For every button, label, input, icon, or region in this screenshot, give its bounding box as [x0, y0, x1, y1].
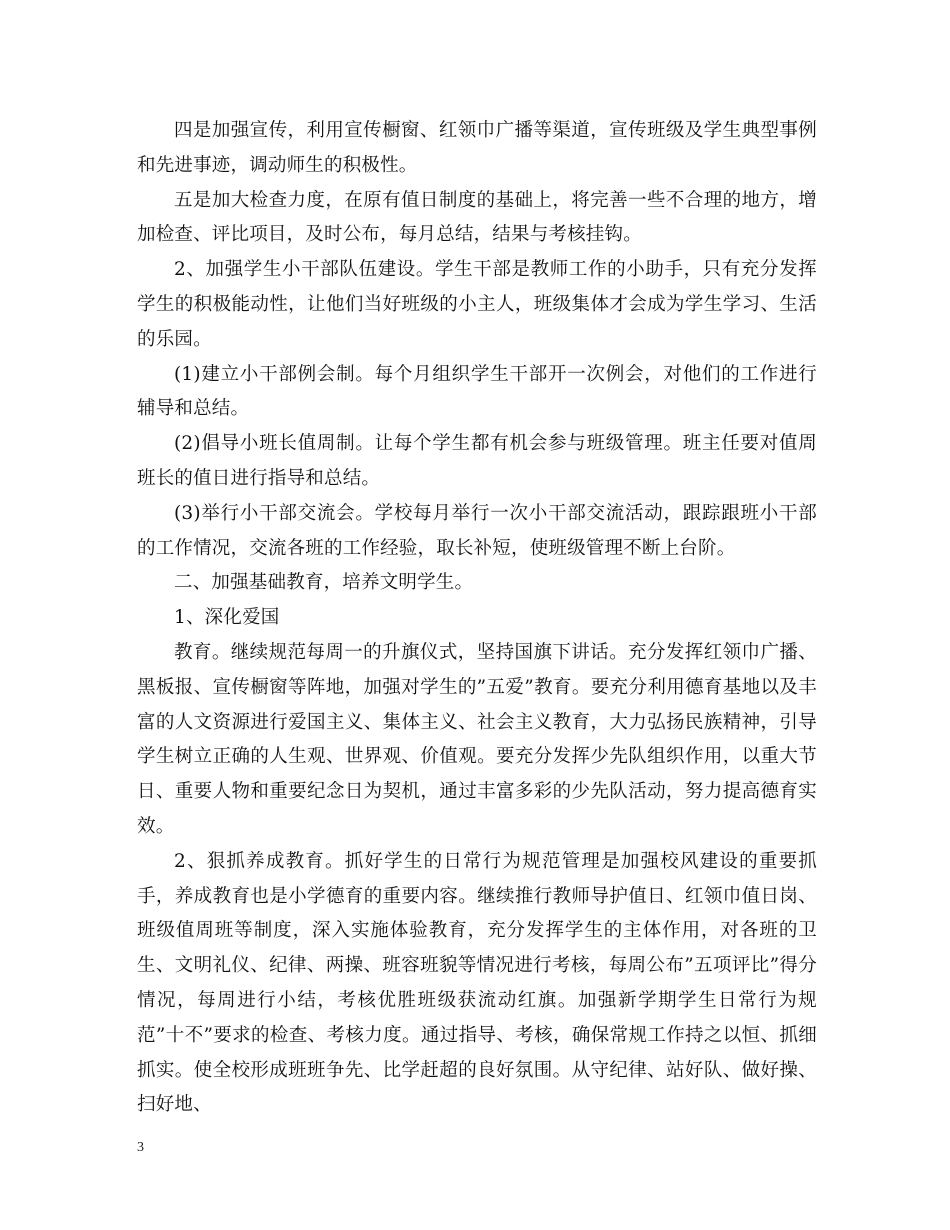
- paragraph-cadre-exchange: (3)举行小干部交流会。学校每月举行一次小干部交流活动，跟踪跟班小干部的工作情况，交流各班的工作经验，取长补短，使班级管理不断上台阶。: [137, 502, 817, 559]
- page-body: [137, 114, 817, 1123]
- paragraph-weekly-monitor: (2)倡导小班长值周制。让每个学生都有机会参与班级管理。班主任要对值周班长的值日进行指导和总结。: [137, 433, 817, 489]
- paragraph-cadre-meeting: (1)建立小干部例会制。每个月组织学生干部开一次例会，对他们的工作进行辅导和总结。: [137, 363, 817, 420]
- page-number: 3: [137, 1140, 144, 1155]
- paragraph-student-cadres: 2、加强学生小干部队伍建设。学生干部是教师工作的小助手，只有充分发挥学生的积极能动性，让他们当好班级的小主人，班级集体才会成为学生学习、生活的乐园。: [137, 259, 817, 350]
- paragraph-inspection: 五是加大检查力度，在原有值日制度的基础上，将完善一些不合理的地方，增加检查、评比项目，及时公布，每月总结，结果与考核挂钩。: [137, 189, 817, 246]
- paragraph-habit-education: 2、狠抓养成教育。抓好学生的日常行为规范管理是加强校风建设的重要抓手，养成教育也是小学德育的重要内容。继续推行教师导护值日、红领巾值日岗、班级值周班等制度，深入实施体验教育，充分发挥学生的主体作用，对各班的卫生、文明礼仪、纪律、两操、班容班貌等情况进行考核，每周公布”五项评比”得分情况，每周进行小结，考核优胜班级获流动红旗。加强新学期学生日常行为规范”十不”要求的检查、考核力度。通过指导、考核，确保常规工作持之以恒、抓细抓实。使全校形成班班争先、比学赶超的良好氛围。从守纪律、站好队、做好操、扫好地、: [137, 850, 817, 1116]
- paragraph-publicity: 四是加强宣传，利用宣传橱窗、红领巾广播等渠道，宣传班级及学生典型事例和先进事迹，调动师生的积极性。: [137, 120, 817, 176]
- section-heading-basic-education: 二、加强基础教育，培养文明学生。: [174, 572, 474, 594]
- paragraph-patriotic-education: 教育。继续规范每周一的升旗仪式，坚持国旗下讲话。充分发挥红领巾广播、黑板报、宣传橱窗等阵地，加强对学生的”五爱”教育。要充分利用德育基地以及丰富的人文资源进行爱国主义、集体主义、社会主义教育，大力弘扬民族精神，引导学生树立正确的人生观、世界观、价值观。要充分发挥少先队组织作用，以重大节日、重要人物和重要纪念日为契机，通过丰富多彩的少先队活动，努力提高德育实效。: [137, 641, 817, 837]
- subheading-patriotism: 1、深化爱国: [174, 607, 280, 629]
